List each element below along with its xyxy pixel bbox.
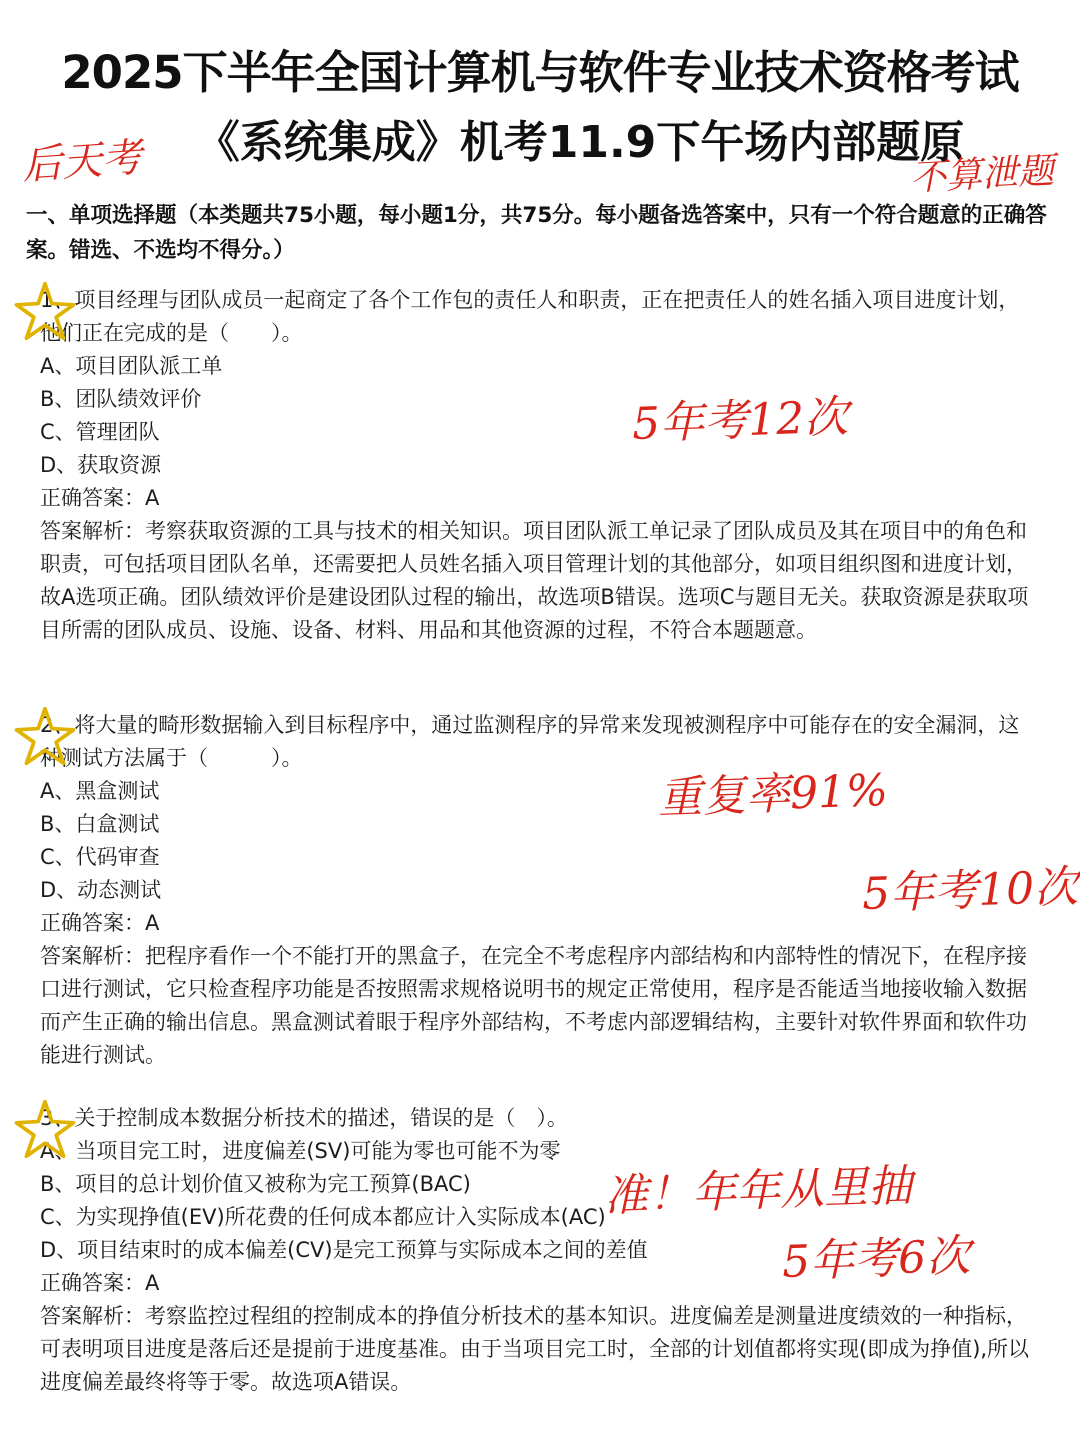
correct-answer: 正确答案：A — [40, 486, 160, 510]
correct-answer: 正确答案：A — [40, 1271, 160, 1295]
star-icon — [14, 705, 76, 767]
question-1 — [40, 284, 1040, 647]
option-c: C、管理团队 — [40, 420, 160, 444]
option-d: D、动态测试 — [40, 878, 162, 902]
option-a: A、黑盒测试 — [40, 779, 160, 803]
handwritten-note-q2-frequency: 5年考10次 — [861, 861, 1079, 920]
option-d: D、获取资源 — [40, 453, 162, 477]
answer-explanation: 答案解析：把程序看作一个不能打开的黑盒子，在完全不考虑程序内部结构和内部特性的情况下，在程序接口进行测试，它只检查程序功能是否按照需求规格说明书的规定正常使用，程序是否能适当地接收输入数据而产生正确的输出信息。黑盒测试着眼于程序外部结构，不考虑内部逻辑结构，主要针对软件界面和软件功能进行测试。 — [40, 944, 1027, 1067]
section-heading: 一、单项选择题（本类题共75小题，每小题1分，共75分。每小题备选答案中，只有一个符合题意的正确答案。错选、不选均不得分。） — [26, 203, 1047, 263]
handwritten-note-q1-frequency: 5年考12次 — [631, 391, 849, 450]
handwritten-note-q3-accurate: 准！年年从里抽 — [603, 1160, 913, 1222]
title-line-1: 2025下半年全国计算机与软件专业技术资格考试 — [61, 46, 1019, 99]
handwritten-note-exam-date: 后天考 — [20, 134, 144, 189]
question-stem: 2、将大量的畸形数据输入到目标程序中，通过监测程序的异常来发现被测程序中可能存在的安全漏洞，这种测试方法属于（ ）。 — [40, 713, 1020, 770]
option-a: A、项目团队派工单 — [40, 354, 223, 378]
answer-explanation: 答案解析：考察监控过程组的控制成本的挣值分析技术的基本知识。进度偏差是测量进度绩效的一种指标，可表明项目进度是落后还是提前于进度基准。由于当项目完工时，全部的计划值都将实现(即成为挣值),所以进度偏差最终将等于零。故选项A错误。 — [40, 1304, 1030, 1394]
star-icon — [14, 1098, 76, 1160]
title-line-2: 《系统集成》机考11.9下午场内部题原 — [195, 117, 965, 168]
option-d: D、项目结束时的成本偏差(CV)是完工预算与实际成本之间的差值 — [40, 1238, 648, 1262]
handwritten-note-not-leak: 不算泄题 — [909, 150, 1056, 199]
question-stem: 1、项目经理与团队成员一起商定了各个工作包的责任人和职责，正在把责任人的姓名插入项目进度计划，他们正在完成的是（ ）。 — [40, 288, 1020, 345]
question-stem: 3、关于控制成本数据分析技术的描述，错误的是（ ）。 — [40, 1106, 568, 1130]
correct-answer: 正确答案：A — [40, 911, 160, 935]
option-c: C、为实现挣值(EV)所花费的任何成本都应计入实际成本(AC) — [40, 1205, 606, 1229]
option-b: B、项目的总计划价值又被称为完工预算(BAC) — [40, 1172, 471, 1196]
option-b: B、团队绩效评价 — [40, 387, 202, 411]
star-icon — [14, 280, 76, 342]
handwritten-note-q3-frequency: 5年考6次 — [781, 1230, 971, 1288]
option-c: C、代码审查 — [40, 845, 160, 869]
handwritten-note-q2-repeat-rate: 重复率91% — [657, 764, 889, 824]
option-b: B、白盒测试 — [40, 812, 160, 836]
option-a: A、当项目完工时，进度偏差(SV)可能为零也可能不为零 — [40, 1139, 561, 1163]
answer-explanation: 答案解析：考察获取资源的工具与技术的相关知识。项目团队派工单记录了团队成员及其在项目中的角色和职责，可包括项目团队名单，还需要把人员姓名插入项目管理计划的其他部分，如项目组织图和进度计划，故A选项正确。团队绩效评价是建设团队过程的输出，故选项B错误。选项C与题目无关。获取资源是获取项目所需的团队成员、设施、设备、材料、用品和其他资源的过程，不符合本题题意。 — [40, 519, 1029, 642]
